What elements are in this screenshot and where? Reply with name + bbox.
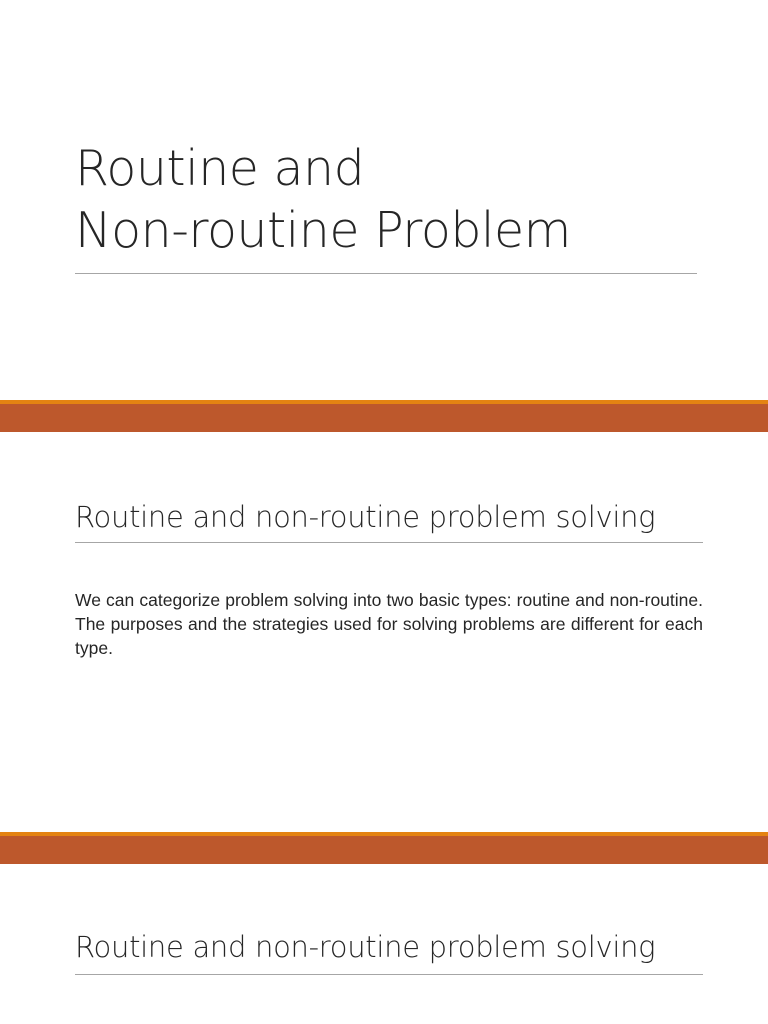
slide-body-text: We can categorize problem solving into two basic types: routine and non-routine. The purposes and the strategies used for solving problems are different for each type. [75, 590, 703, 658]
slide-heading: Routine and non-routine problem solving [75, 930, 656, 964]
slide-title-heading [75, 138, 571, 262]
heading-underline [75, 974, 703, 975]
slide-heading: Routine and non-routine problem solving [75, 500, 656, 534]
heading-underline [75, 542, 703, 543]
slide-divider [0, 400, 768, 432]
title-line-1: Routine and [75, 140, 365, 197]
slide-title [0, 0, 768, 400]
title-line-2: Non-routine Problem [75, 202, 571, 259]
slide-content [0, 432, 768, 832]
slide-divider [0, 832, 768, 864]
title-underline [75, 273, 697, 274]
slide-content [0, 864, 768, 1024]
